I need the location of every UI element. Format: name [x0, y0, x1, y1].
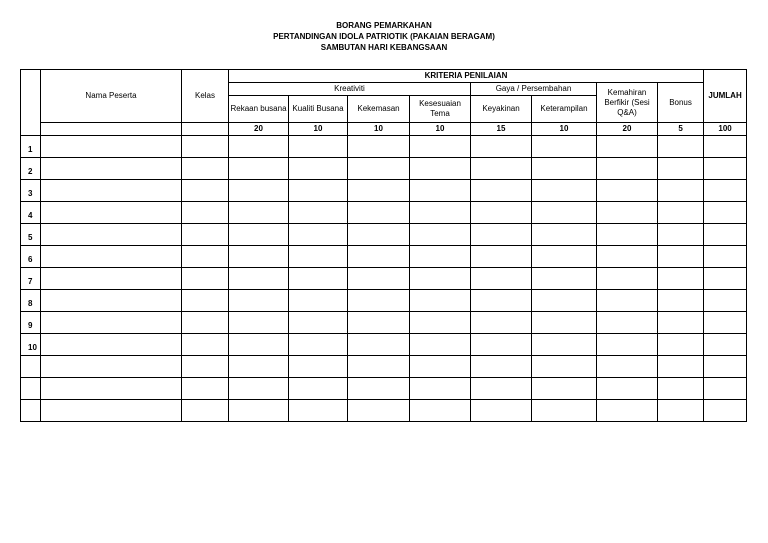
cell-nama[interactable]	[41, 224, 182, 246]
participant-row	[21, 400, 747, 422]
cell-kemahiran[interactable]	[597, 378, 658, 400]
cell-kesesuaian[interactable]	[410, 180, 471, 202]
cell-keterampilan[interactable]	[532, 400, 597, 422]
cell-kemahiran[interactable]	[597, 268, 658, 290]
header-keterampilan: Keterampilan	[532, 96, 597, 123]
cell-kelas[interactable]	[182, 224, 229, 246]
header-group-kreativiti: Kreativiti	[229, 83, 471, 96]
cell-jumlah[interactable]	[704, 378, 747, 400]
cell-keyakinan[interactable]	[471, 180, 532, 202]
header-group-gaya-persembahan: Gaya / Persembahan	[471, 83, 597, 96]
cell-kelas[interactable]	[182, 356, 229, 378]
cell-bonus[interactable]	[658, 290, 704, 312]
row-number: 2	[21, 158, 41, 180]
cell-bonus[interactable]	[658, 312, 704, 334]
cell-kualiti[interactable]	[289, 180, 348, 202]
cell-kekemasan[interactable]	[348, 158, 410, 180]
cell-kemahiran[interactable]	[597, 356, 658, 378]
cell-kualiti[interactable]	[289, 158, 348, 180]
cell-kekemasan[interactable]	[348, 180, 410, 202]
cell-kelas[interactable]	[182, 334, 229, 356]
participant-row	[21, 158, 747, 180]
participant-row	[21, 246, 747, 268]
participant-row	[21, 334, 747, 356]
cell-keterampilan[interactable]	[532, 268, 597, 290]
cell-rekaan[interactable]	[229, 202, 289, 224]
cell-kekemasan[interactable]	[348, 400, 410, 422]
cell-nama[interactable]	[41, 158, 182, 180]
cell-kesesuaian[interactable]	[410, 246, 471, 268]
cell-nama[interactable]	[41, 378, 182, 400]
participant-row	[21, 136, 747, 158]
cell-kesesuaian[interactable]	[410, 378, 471, 400]
cell-kualiti[interactable]	[289, 202, 348, 224]
cell-kualiti[interactable]	[289, 334, 348, 356]
header-kekemasan: Kekemasan	[348, 96, 410, 123]
header-kemahiran-berfikir: Kemahiran Berfikir (Sesi Q&A)	[597, 83, 658, 123]
cell-kesesuaian[interactable]	[410, 334, 471, 356]
cell-rekaan[interactable]	[229, 268, 289, 290]
header-kualiti-busana: Kualiti Busana	[289, 96, 348, 123]
cell-keyakinan[interactable]	[471, 290, 532, 312]
score-kekemasan: 10	[348, 123, 410, 136]
cell-kekemasan[interactable]	[348, 290, 410, 312]
cell-keterampilan[interactable]	[532, 312, 597, 334]
form-title-line2: PERTANDINGAN IDOLA PATRIOTIK (PAKAIAN BERAGAM)	[273, 32, 495, 41]
cell-jumlah[interactable]	[704, 290, 747, 312]
row-number	[21, 400, 41, 422]
cell-keterampilan[interactable]	[532, 290, 597, 312]
cell-kualiti[interactable]	[289, 136, 348, 158]
cell-jumlah[interactable]	[704, 356, 747, 378]
header-nama-peserta: Nama Peserta	[41, 70, 182, 123]
score-kualiti-busana: 10	[289, 123, 348, 136]
row-number	[21, 378, 41, 400]
cell-keterampilan[interactable]	[532, 158, 597, 180]
cell-jumlah[interactable]	[704, 312, 747, 334]
cell-nama[interactable]	[41, 202, 182, 224]
cell-kualiti[interactable]	[289, 268, 348, 290]
cell-kualiti[interactable]	[289, 246, 348, 268]
cell-keyakinan[interactable]	[471, 378, 532, 400]
cell-nama[interactable]	[41, 334, 182, 356]
cell-rekaan[interactable]	[229, 400, 289, 422]
cell-kesesuaian[interactable]	[410, 290, 471, 312]
cell-kemahiran[interactable]	[597, 334, 658, 356]
cell-rekaan[interactable]	[229, 312, 289, 334]
form-title-line1: BORANG PEMARKAHAN	[336, 21, 432, 30]
cell-keterampilan[interactable]	[532, 136, 597, 158]
cell-jumlah[interactable]	[704, 158, 747, 180]
cell-kesesuaian[interactable]	[410, 202, 471, 224]
score-jumlah: 100	[704, 123, 747, 136]
cell-keyakinan[interactable]	[471, 224, 532, 246]
cell-bonus[interactable]	[658, 224, 704, 246]
cell-kekemasan[interactable]	[348, 268, 410, 290]
cell-kekemasan[interactable]	[348, 136, 410, 158]
cell-kelas[interactable]	[182, 180, 229, 202]
cell-keterampilan[interactable]	[532, 180, 597, 202]
cell-kesesuaian[interactable]	[410, 224, 471, 246]
cell-nama[interactable]	[41, 290, 182, 312]
row-number: 3	[21, 180, 41, 202]
participant-row	[21, 290, 747, 312]
cell-keyakinan[interactable]	[471, 356, 532, 378]
row-number: 5	[21, 224, 41, 246]
cell-keterampilan[interactable]	[532, 202, 597, 224]
header-kelas: Kelas	[182, 70, 229, 123]
cell-kemahiran[interactable]	[597, 312, 658, 334]
cell-keyakinan[interactable]	[471, 268, 532, 290]
cell-nama[interactable]	[41, 180, 182, 202]
cell-kemahiran[interactable]	[597, 136, 658, 158]
cell-kemahiran[interactable]	[597, 202, 658, 224]
header-keyakinan: Keyakinan	[471, 96, 532, 123]
cell-nama[interactable]	[41, 312, 182, 334]
cell-keterampilan[interactable]	[532, 334, 597, 356]
header-kesesuaian-tema: Kesesuaian Tema	[410, 96, 471, 123]
cell-kemahiran[interactable]	[597, 290, 658, 312]
cell-kekemasan[interactable]	[348, 224, 410, 246]
participant-row	[21, 312, 747, 334]
cell-rekaan[interactable]	[229, 224, 289, 246]
cell-kesesuaian[interactable]	[410, 136, 471, 158]
cell-bonus[interactable]	[658, 158, 704, 180]
cell-rekaan[interactable]	[229, 158, 289, 180]
cell-nama[interactable]	[41, 136, 182, 158]
cell-kemahiran[interactable]	[597, 400, 658, 422]
cell-bonus[interactable]	[658, 356, 704, 378]
cell-kesesuaian[interactable]	[410, 400, 471, 422]
cell-nama[interactable]	[41, 400, 182, 422]
cell-keterampilan[interactable]	[532, 356, 597, 378]
cell-kelas[interactable]	[182, 158, 229, 180]
cell-keyakinan[interactable]	[471, 246, 532, 268]
cell-rekaan[interactable]	[229, 378, 289, 400]
cell-keyakinan[interactable]	[471, 312, 532, 334]
score-kesesuaian-tema: 10	[410, 123, 471, 136]
header-jumlah: JUMLAH	[704, 70, 747, 123]
cell-kekemasan[interactable]	[348, 356, 410, 378]
cell-rekaan[interactable]	[229, 136, 289, 158]
scoring-table	[20, 69, 747, 422]
cell-keyakinan[interactable]	[471, 334, 532, 356]
cell-rekaan[interactable]	[229, 246, 289, 268]
score-keyakinan: 15	[471, 123, 532, 136]
cell-kelas[interactable]	[182, 268, 229, 290]
cell-jumlah[interactable]	[704, 202, 747, 224]
cell-kualiti[interactable]	[289, 312, 348, 334]
row-number: 4	[21, 202, 41, 224]
cell-kesesuaian[interactable]	[410, 158, 471, 180]
cell-kekemasan[interactable]	[348, 202, 410, 224]
participant-row	[21, 268, 747, 290]
cell-bonus[interactable]	[658, 378, 704, 400]
cell-jumlah[interactable]	[704, 400, 747, 422]
cell-rekaan[interactable]	[229, 290, 289, 312]
cell-kemahiran[interactable]	[597, 180, 658, 202]
cell-keterampilan[interactable]	[532, 378, 597, 400]
row-number: 8	[21, 290, 41, 312]
cell-bonus[interactable]	[658, 202, 704, 224]
participant-row	[21, 356, 747, 378]
cell-nama[interactable]	[41, 246, 182, 268]
score-rekaan-busana: 20	[229, 123, 289, 136]
cell-rekaan[interactable]	[229, 334, 289, 356]
cell-keyakinan[interactable]	[471, 158, 532, 180]
cell-kelas[interactable]	[182, 400, 229, 422]
cell-kualiti[interactable]	[289, 224, 348, 246]
cell-bonus[interactable]	[658, 180, 704, 202]
cell-kualiti[interactable]	[289, 378, 348, 400]
cell-kekemasan[interactable]	[348, 312, 410, 334]
cell-kelas[interactable]	[182, 290, 229, 312]
cell-jumlah[interactable]	[704, 246, 747, 268]
participant-row	[21, 378, 747, 400]
header-kriteria-penilaian: KRITERIA PENILAIAN	[229, 70, 704, 83]
cell-kekemasan[interactable]	[348, 378, 410, 400]
corner-cell	[21, 70, 41, 136]
row-number: 10	[21, 334, 41, 356]
cell-keterampilan[interactable]	[532, 224, 597, 246]
cell-kekemasan[interactable]	[348, 246, 410, 268]
header-rekaan-busana: Rekaan busana	[229, 96, 289, 123]
cell-rekaan[interactable]	[229, 180, 289, 202]
cell-keterampilan[interactable]	[532, 246, 597, 268]
cell-kelas[interactable]	[182, 378, 229, 400]
header-bonus: Bonus	[658, 83, 704, 123]
cell-kualiti[interactable]	[289, 290, 348, 312]
cell-kesesuaian[interactable]	[410, 356, 471, 378]
cell-kualiti[interactable]	[289, 356, 348, 378]
row-number: 6	[21, 246, 41, 268]
cell-kemahiran[interactable]	[597, 224, 658, 246]
cell-bonus[interactable]	[658, 246, 704, 268]
cell-jumlah[interactable]	[704, 268, 747, 290]
cell-nama[interactable]	[41, 268, 182, 290]
cell-keyakinan[interactable]	[471, 202, 532, 224]
cell-kelas[interactable]	[182, 312, 229, 334]
cell-nama[interactable]	[41, 356, 182, 378]
cell-kekemasan[interactable]	[348, 334, 410, 356]
score-cell-nama-empty	[41, 123, 182, 136]
cell-kelas[interactable]	[182, 246, 229, 268]
cell-kelas[interactable]	[182, 136, 229, 158]
row-number: 7	[21, 268, 41, 290]
participant-row	[21, 180, 747, 202]
score-kemahiran-berfikir: 20	[597, 123, 658, 136]
cell-jumlah[interactable]	[704, 224, 747, 246]
cell-rekaan[interactable]	[229, 356, 289, 378]
participant-row	[21, 202, 747, 224]
cell-kualiti[interactable]	[289, 400, 348, 422]
cell-kesesuaian[interactable]	[410, 312, 471, 334]
row-number: 9	[21, 312, 41, 334]
cell-bonus[interactable]	[658, 334, 704, 356]
cell-kemahiran[interactable]	[597, 158, 658, 180]
score-keterampilan: 10	[532, 123, 597, 136]
cell-bonus[interactable]	[658, 400, 704, 422]
cell-kemahiran[interactable]	[597, 246, 658, 268]
cell-bonus[interactable]	[658, 268, 704, 290]
score-cell-kelas-empty	[182, 123, 229, 136]
cell-keyakinan[interactable]	[471, 400, 532, 422]
cell-bonus[interactable]	[658, 136, 704, 158]
cell-jumlah[interactable]	[704, 180, 747, 202]
cell-jumlah[interactable]	[704, 136, 747, 158]
cell-kesesuaian[interactable]	[410, 268, 471, 290]
score-bonus: 5	[658, 123, 704, 136]
row-number: 1	[21, 136, 41, 158]
participant-row	[21, 224, 747, 246]
cell-kelas[interactable]	[182, 202, 229, 224]
form-title-line3: SAMBUTAN HARI KEBANGSAAN	[320, 43, 448, 52]
row-number	[21, 356, 41, 378]
cell-jumlah[interactable]	[704, 334, 747, 356]
cell-keyakinan[interactable]	[471, 136, 532, 158]
